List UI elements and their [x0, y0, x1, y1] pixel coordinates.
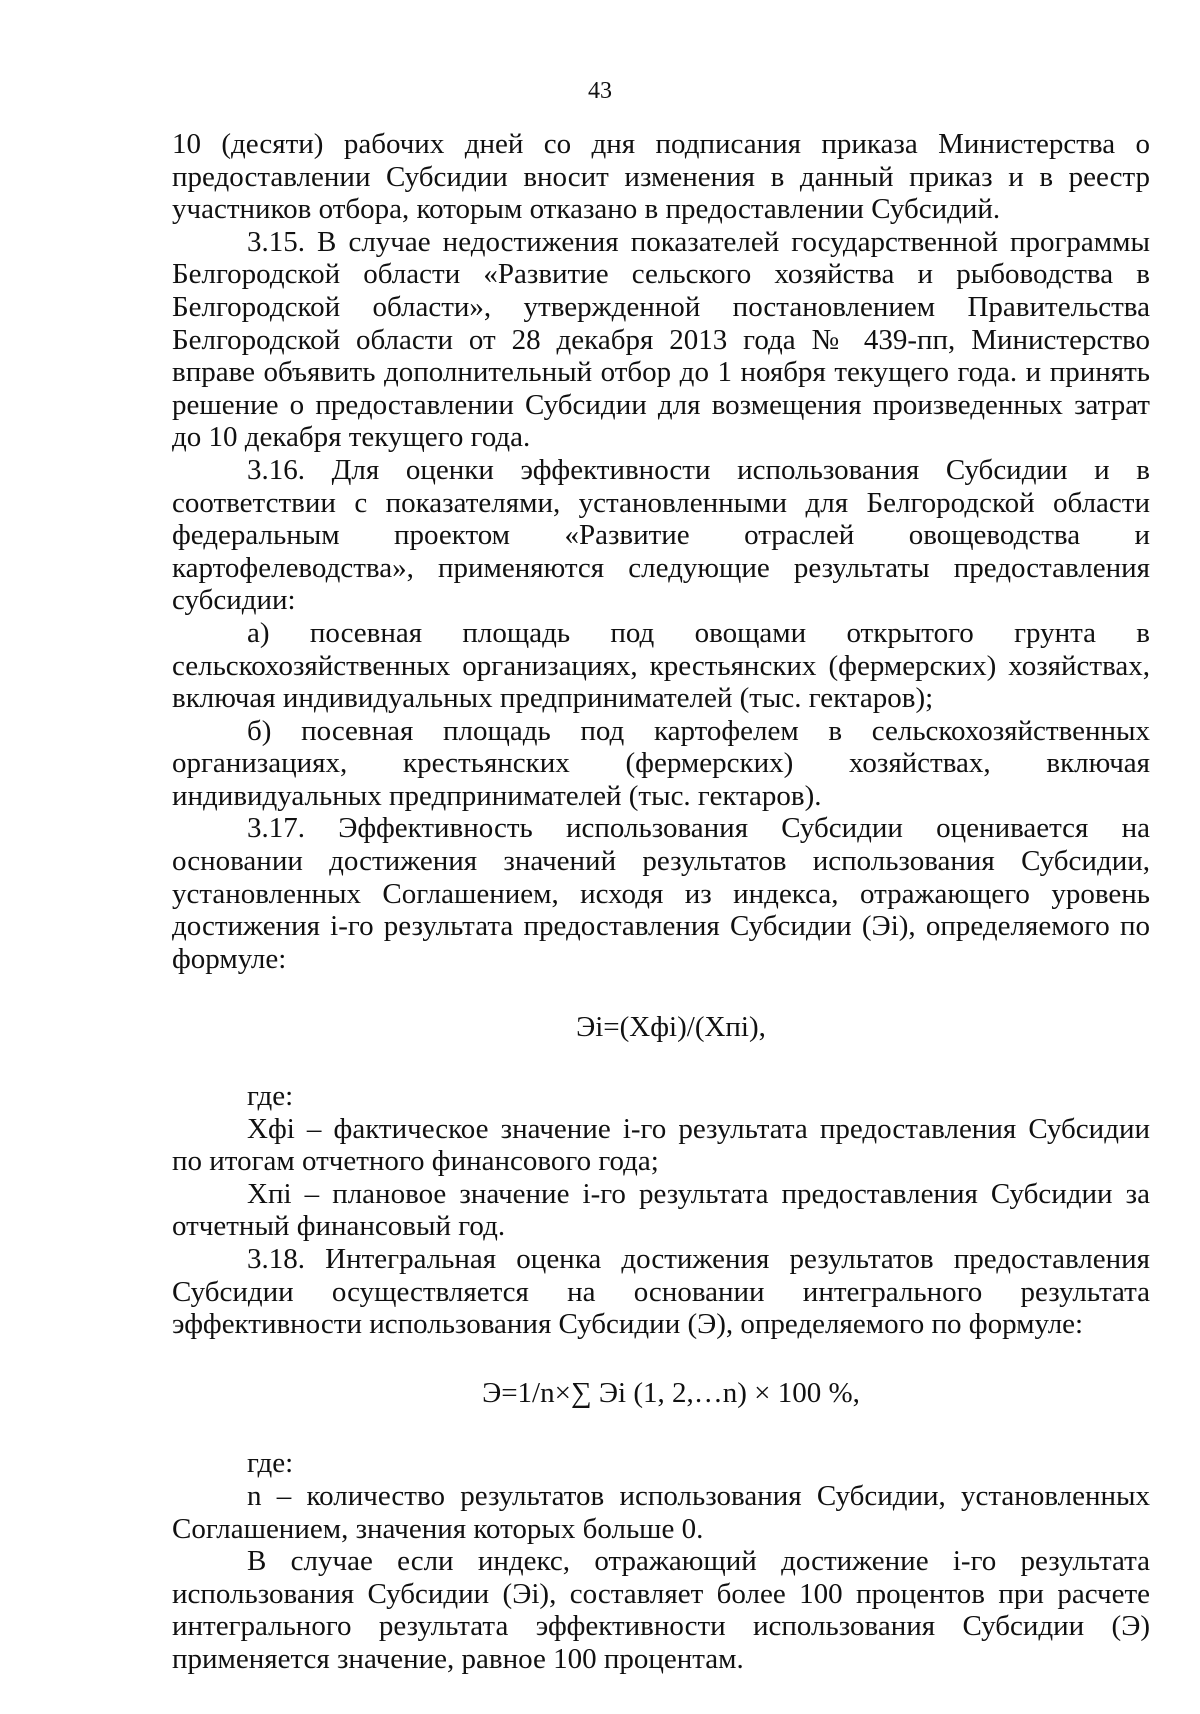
paragraph-3-15: 3.15. В случае недостижения показателей государственной программы Белгородской области «Развитие сельского хозяйства и рыбоводства в Белгородской области», утвержденной постановлением Правительства Белгородской области от 28 декабря 2013 года № 439-пп, Министерство вправе объявить дополнительный отбор до 1 ноября текущего года. и принять решение о предоставлении Субсидии для возмещения произведенных затрат до 10 декабря текущего года. [172, 225, 1150, 454]
paragraph-3-16: 3.16. Для оценки эффективности использования Субсидии и в соответствии с показателями, установленными для Белгородской области федеральным проектом «Развитие отраслей овощеводства и картофелеводства», применяются следующие результаты предоставления субсидии: [172, 453, 1150, 617]
where-label-1: где: [247, 1080, 294, 1113]
definition-xf: Xфi – фактическое значение i-го результата предоставления Субсидии по итогам отчетного финансового года; [172, 1112, 1150, 1178]
page-number: 43 [588, 78, 612, 104]
document-body [172, 128, 1150, 1676]
paragraph-3-17: 3.17. Эффективность использования Субсидии оценивается на основании достижения значений результатов использования Субсидии, установленных Соглашением, исходя из индекса, отражающего уровень достижения i-го результата предоставления Субсидии (Эi), определяемого по формуле: [172, 812, 1150, 975]
definition-xp: Xпi – плановое значение i-го результата предоставления Субсидии за отчетный финансовый год. [172, 1177, 1150, 1243]
definition-n: n – количество результатов использования Субсидии, установленных Соглашением, значения которых больше 0. [172, 1479, 1150, 1545]
where-label-2: где: [247, 1447, 294, 1480]
formula-integral-result: Э=1/n×∑ Эi (1, 2,…n) × 100 %, [482, 1376, 860, 1409]
paragraph-continuation: 10 (десяти) рабочих дней со дня подписания приказа Министерства о предоставлении Субсидии вносит изменения в данный приказ и в реестр участников отбора, которым отказано в предоставлении Субсидий. [172, 128, 1150, 226]
paragraph-3-18: 3.18. Интегральная оценка достижения результатов предоставления Субсидии осуществляется на основании интегрального результата эффективности использования Субсидии (Э), определяемого по формуле: [172, 1243, 1150, 1341]
list-item-a: а) посевная площадь под овощами открытого грунта в сельскохозяйственных организациях, крестьянских (фермерских) хозяйствах, включая индивидуальных предпринимателей (тыс. гектаров); [172, 616, 1150, 715]
list-item-b: б) посевная площадь под картофелем в сельскохозяйственных организациях, крестьянских (фермерских) хозяйствах, включая индивидуальных предпринимателей (тыс. гектаров). [172, 714, 1150, 812]
paragraph-cap-rule: В случае если индекс, отражающий достижение i-го результата использования Субсидии (Эi), составляет более 100 процентов при расчете интегрального результата эффективности использования Субсидии (Э) применяется значение, равное 100 процентам. [172, 1545, 1150, 1675]
formula-efficiency-index: Эi=(Xфi)/(Xпi), [576, 1011, 766, 1044]
